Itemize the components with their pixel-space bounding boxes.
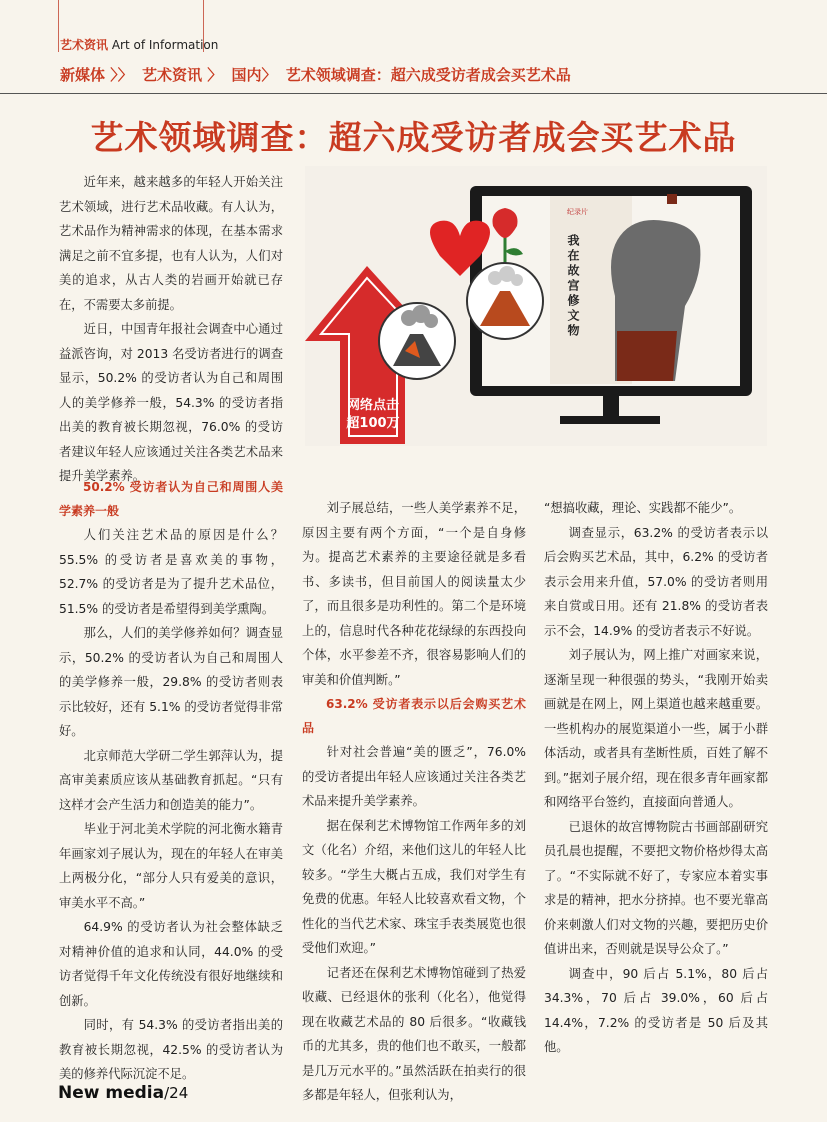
column-3 (544, 496, 768, 1060)
section-tag (60, 36, 218, 53)
breadcrumb-item[interactable]: 艺术领域调查：超六成受访者成会买艺术品 (285, 66, 571, 84)
top-left-rule (58, 0, 59, 52)
header-divider (0, 93, 827, 94)
paragraph: 针对社会普遍“美的匮乏”，76.0% 的受访者提出年轻人应该通过关注各类艺术品来提升美学素养。 (302, 745, 526, 808)
section-tag-cn: 艺术资讯 (60, 38, 109, 52)
magazine-name: New media (58, 1083, 165, 1103)
paragraph: 调查中，90 后占 5.1%，80 后占 34.3%，70 后占 39.0%，60 后占 14.4%，7.2% 的受访者是 50 后及其他。 (544, 966, 768, 1054)
book-title-vertical (566, 233, 580, 339)
paragraph: 北京师范大学研二学生郭萍认为，提高审美素质应该从基础教育抓起。“只有这样才会产生活力和创造美的能力”。 (59, 748, 283, 812)
paragraph: 人们关注艺术品的原因是什么？55.5% 的受访者是喜欢美的事物，52.7% 的受访者是为了提升艺术品位，51.5% 的受访者是希望得到美学熏陶。 (59, 528, 283, 616)
paragraph: 已退休的故宫博物院古书画部副研究员孔晨也提醒，不要把文物价格炒得太高了。“不实际就不好了，专家应本着实事求是的精神，把水分挤掉。也不要光靠高价来刺激人们对文物的兴趣，要把历史价值讲出来，否则就是误导公众了。” (544, 819, 768, 956)
paragraph: 毕业于河北美术学院的河北衡水籍青年画家刘子展认为，现在的年轻人在审美上两极分化，“部分人只有爱美的意识，审美水平不高。” (59, 822, 283, 910)
paragraph: 据在保利艺术博物馆工作两年多的刘文（化名）介绍，来他们这儿的年轻人比较多。“学生大概占五成，我们对学生有免费的优惠。年轻人比较喜欢看文物，个性化的当代艺术家、珠宝手表类展览也很受他们欢迎。” (302, 818, 526, 955)
column-2 (302, 496, 526, 1108)
breadcrumb (60, 64, 575, 85)
paragraph: 同时，有 54.3% 的受访者指出美的教育被长期忽视，42.5% 的受访者认为美的修养代际沉淀不足。 (59, 1018, 283, 1081)
paragraph: 刘子展认为，网上推广对画家来说，逐渐呈现一种很强的势头，“我刚开始卖画就是在网上，网上渠道也越来越重要。一些机构办的展览渠道小一些，属于小群体活动，或者具有垄断性质，百姓了解不到。”据刘子展介绍，现在很多青年画家都和网络平台签约，直接面向普通人。 (544, 648, 768, 809)
section-tag-en: Art of Information (111, 38, 219, 52)
arrow-label-2: 超100万 (346, 416, 400, 431)
paragraph: 近年来，越来越多的年轻人开始关注艺术领域，进行艺术品收藏。有人认为，艺术品作为精神需求的体现，在基本需求满足之前不宜多提，也有人认为，人们对美的追求，从古人类的岩画开始就已存在，不需要太多前提。 (59, 175, 283, 312)
illustration-graphic (305, 166, 767, 446)
paragraph: “想搞收藏，理论、实践都不能少”。 (544, 501, 742, 515)
breadcrumb-item[interactable]: 新媒体 〉〉 (60, 66, 133, 84)
article-title: 艺术领域调查：超六成受访者成会买艺术品 (90, 118, 737, 157)
column-1-top (59, 170, 283, 489)
paragraph: 64.9% 的受访者认为社会整体缺乏对精神价值的追求和认同，44.0% 的受访者觉得千年文化传统没有很好地继续和创新。 (59, 920, 283, 1008)
column-1-bottom (59, 475, 283, 1087)
paragraph: 记者还在保利艺术博物馆碰到了热爱收藏、已经退休的张利（化名），他觉得现在收藏艺术品的 80 后很多。“收藏钱币的尤其多，贵的他们也不敢买，一般都是几万元水平的。”虽然活跃在拍卖行的很多都是年轻人，但张利认为， (302, 965, 526, 1102)
breadcrumb-item[interactable]: 艺术资讯 〉 (141, 66, 223, 84)
svg-text:纪录片: 纪录片 (567, 208, 588, 216)
paragraph: 调查显示，63.2% 的受访者表示以后会购买艺术品，其中，6.2% 的受访者表示会用来升值，57.0% 的受访者则用来自赏或日用。还有 21.8% 的受访者表示不会，14.9% 的受访者表示不好说。 (544, 525, 768, 638)
page-number: /24 (164, 1084, 189, 1102)
paragraph: 近日，中国青年报社会调查中心通过益派咨询，对 2013 名受访者进行的调查显示，50.2% 的受访者认为自己和周围人的美学修养一般，54.3% 的受访者指出美的教育被长期忽视，76.0% 的受访者建议年轻人应该通过关注各类艺术品来提升美学素养。 (59, 322, 283, 483)
article-illustration (305, 166, 767, 446)
breadcrumb-item[interactable]: 国内〉 (231, 66, 277, 84)
svg-text:我在故宫修文物: 我在故宫修文物 (566, 234, 580, 339)
page-footer (58, 1083, 188, 1103)
arrow-label-1: 网络点击 (346, 398, 400, 413)
paragraph: 刘子展总结，一些人美学素养不足，原因主要有两个方面，“一个是自身修为。提高艺术素养的主要途径就是多看书、多读书，但目前国人的阅读量太少了，而且很多是功利性的。第二个是环境上的，信息时代各种花花绿绿的东西投向个体，水平参差不齐，很容易影响人们的审美和价值判断。” (302, 501, 526, 687)
subheading: 50.2% 受访者认为自己和周围人美学素养一般 (59, 480, 283, 518)
paragraph: 那么，人们的美学修养如何？调查显示，50.2% 的受访者认为自己和周围人的美学修养一般，29.8% 的受访者则表示比较好，还有 5.1% 的受访者觉得非常好。 (59, 626, 283, 738)
subheading: 63.2% 受访者表示以后会购买艺术品 (302, 697, 526, 735)
